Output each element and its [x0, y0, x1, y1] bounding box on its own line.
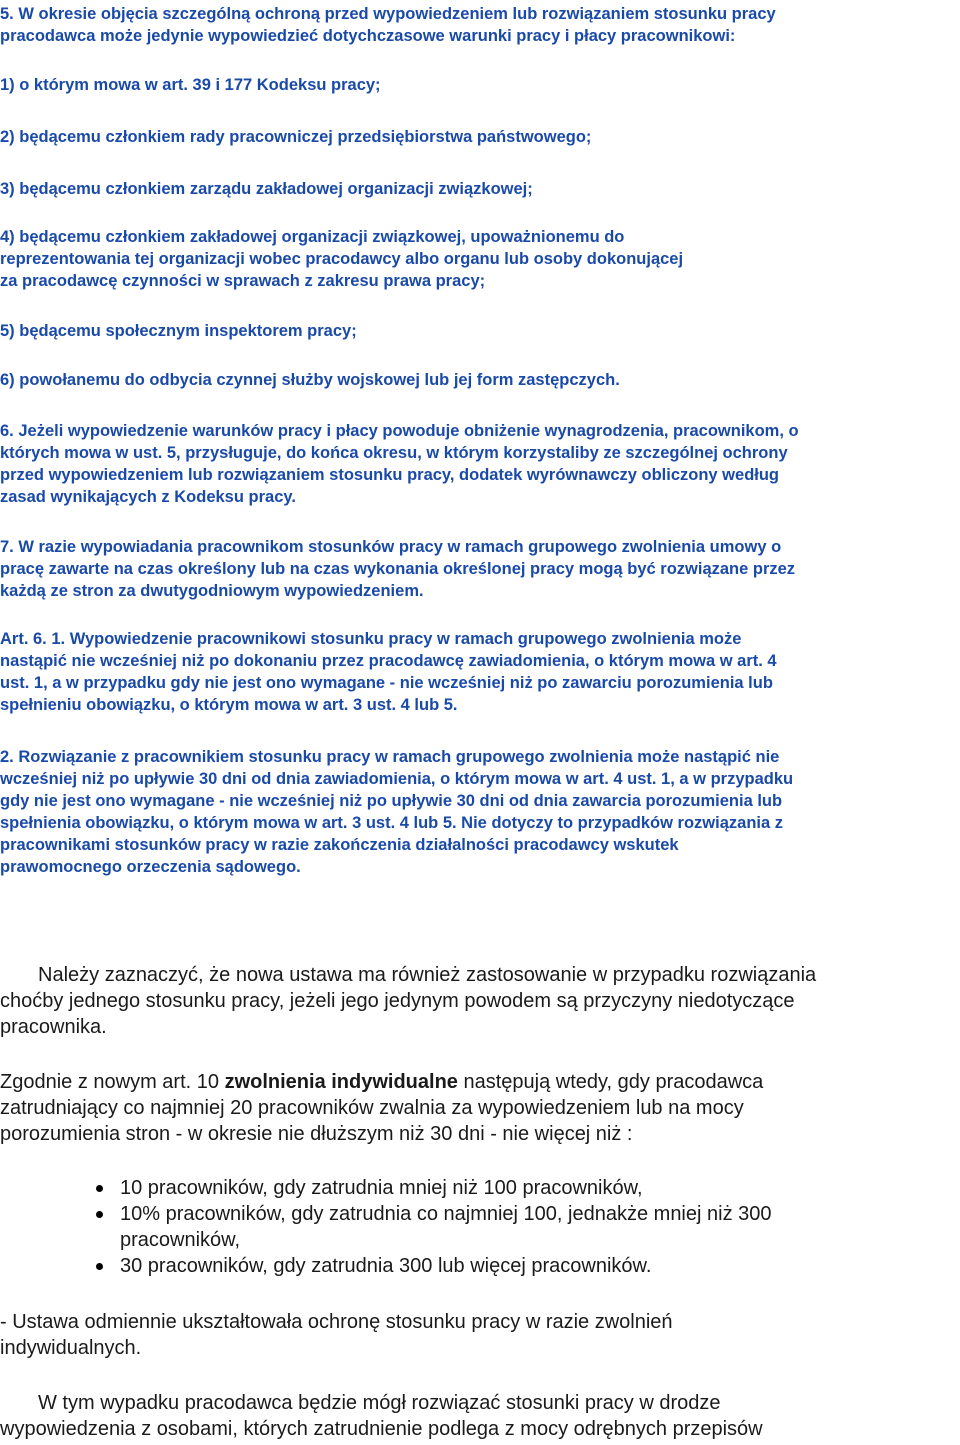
text-line: 4) będącemu członkiem zakładowej organizacji związkowej, upoważnionemu do — [0, 228, 625, 246]
text-line: wcześniej niż po upływie 30 dni od dnia zawiadomienia, o którym mowa w art. 4 ust. 1, a w przypadku — [0, 770, 794, 788]
text-line: 3) będącemu członkiem zarządu zakładowej organizacji związkowej; — [0, 180, 533, 198]
text-line: nastąpić nie wcześniej niż po dokonaniu przez pracodawcę zawiadomienia, o którym mowa w art. 4 — [0, 652, 777, 670]
bullet-icon — [96, 1263, 103, 1270]
list-item-2 — [0, 126, 960, 148]
text-line: spełnieniu obowiązku, o którym mowa w art. 3 ust. 4 lub 5. — [0, 696, 458, 714]
list-item-5 — [0, 320, 960, 342]
list-item-3 — [0, 178, 960, 200]
text-line: 2. Rozwiązanie z pracownikiem stosunku pracy w ramach grupowego zwolnienia może nastąpić nie — [0, 748, 780, 766]
text-line: - Ustawa odmiennie ukształtowała ochronę stosunku pracy w razie zwolnień — [0, 1311, 673, 1333]
text-line: reprezentowania tej organizacji wobec pracodawcy albo organu lub osoby dokonującej — [0, 250, 684, 268]
protection-paragraph — [0, 1309, 960, 1361]
bullet-list — [0, 1175, 960, 1279]
text-line: przed wypowiedzeniem lub rozwiązaniem stosunku pracy, dodatek wyrównawczy obliczony według — [0, 466, 780, 484]
bullet-icon — [96, 1185, 103, 1192]
text-line: 1) o którym mowa w art. 39 i 177 Kodeksu pracy; — [0, 76, 381, 94]
list-item-4 — [0, 226, 960, 292]
final-paragraph — [0, 1390, 960, 1442]
article-6-section-1 — [0, 628, 960, 716]
text-line: pracodawca może jedynie wypowiedzieć dotychczasowe warunki pracy i płacy pracownikowi: — [0, 27, 736, 45]
text-line: porozumienia stron - w okresie nie dłuższym niż 30 dni - nie więcej niż : — [0, 1123, 633, 1145]
text-line: 2) będącemu członkiem rady pracowniczej przedsiębiorstwa państwowego; — [0, 128, 592, 146]
text-line: zasad wynikających z Kodeksu pracy. — [0, 488, 296, 506]
text-line: 5. W okresie objęcia szczególną ochroną przed wypowiedzeniem lub rozwiązaniem stosunku pracy — [0, 5, 776, 23]
bullet-icon — [96, 1211, 103, 1218]
paragraph-6 — [0, 420, 960, 508]
text-span: następują wtedy, gdy pracodawca — [457, 1071, 764, 1093]
text-line: 10 pracowników, gdy zatrudnia mniej niż 100 pracowników, — [120, 1177, 643, 1199]
list-item — [0, 1201, 960, 1253]
paragraph-7 — [0, 536, 960, 602]
text-line: 6. Jeżeli wypowiedzenie warunków pracy i płacy powoduje obniżenie wynagrodzenia, pracownikom, o — [0, 422, 799, 440]
text-line — [0, 1069, 960, 1095]
text-line: każdą ze stron za dwutygodniowym wypowiedzeniem. — [0, 582, 424, 600]
text-line: W tym wypadku pracodawca będzie mógł rozwiązać stosunki pracy w drodze — [38, 1392, 721, 1414]
text-line: indywidualnych. — [0, 1337, 142, 1359]
bold-term: zwolnienia indywidualne — [224, 1071, 458, 1093]
paragraph-5-intro — [0, 3, 960, 47]
list-item — [0, 1175, 960, 1201]
article-10-paragraph — [0, 1069, 960, 1147]
list-item-1 — [0, 74, 960, 96]
text-line: Art. 6. 1. Wypowiedzenie pracownikowi stosunku pracy w ramach grupowego zwolnienia może — [0, 630, 742, 648]
note-paragraph — [0, 962, 960, 1040]
text-line: choćby jednego stosunku pracy, jeżeli jego jedynym powodem są przyczyny niedotyczące — [0, 990, 795, 1012]
text-line: ust. 1, a w przypadku gdy nie jest ono wymagane - nie wcześniej niż po zawarciu porozumienia lub — [0, 674, 773, 692]
list-item — [0, 1253, 960, 1279]
text-line: prawomocnego orzeczenia sądowego. — [0, 858, 301, 876]
text-line: Należy zaznaczyć, że nowa ustawa ma również zastosowanie w przypadku rozwiązania — [38, 964, 817, 986]
text-line: spełnienia obowiązku, o którym mowa w art. 3 ust. 4 lub 5. Nie dotyczy to przypadków rozwiązania z — [0, 814, 784, 832]
article-6-section-2 — [0, 746, 960, 878]
list-item-6 — [0, 369, 960, 391]
text-line: pracownikami stosunków pracy w razie zakończenia działalności pracodawcy wskutek — [0, 836, 679, 854]
text-line: gdy nie jest ono wymagane - nie wcześniej niż po upływie 30 dni od dnia zawarcia porozumienia lub — [0, 792, 783, 810]
text-line: 10% pracowników, gdy zatrudnia co najmniej 100, jednakże mniej niż 300 — [120, 1203, 772, 1225]
text-line: 5) będącemu społecznym inspektorem pracy; — [0, 322, 357, 340]
text-span: Zgodnie z nowym art. 10 — [0, 1071, 225, 1093]
text-line: wypowiedzenia z osobami, których zatrudnienie podlega z mocy odrębnych przepisów — [0, 1418, 763, 1440]
text-line: pracownika. — [0, 1016, 107, 1038]
text-line: których mowa w ust. 5, przysługuje, do końca okresu, w którym korzystaliby ze szczególnej ochrony — [0, 444, 788, 462]
text-line: 6) powołanemu do odbycia czynnej służby wojskowej lub jej form zastępczych. — [0, 371, 620, 389]
text-line: za pracodawcę czynności w sprawach z zakresu prawa pracy; — [0, 272, 486, 290]
text-line: 7. W razie wypowiadania pracownikom stosunków pracy w ramach grupowego zwolnienia umowy o — [0, 538, 782, 556]
text-line: pracowników, — [120, 1229, 241, 1251]
text-line: zatrudniający co najmniej 20 pracowników zwalnia za wypowiedzeniem lub na mocy — [0, 1097, 744, 1119]
text-line: pracę zawarte na czas określony lub na czas wykonania określonej pracy mogą być rozwiązane przez — [0, 560, 796, 578]
text-line: 30 pracowników, gdy zatrudnia 300 lub więcej pracowników. — [120, 1255, 652, 1277]
